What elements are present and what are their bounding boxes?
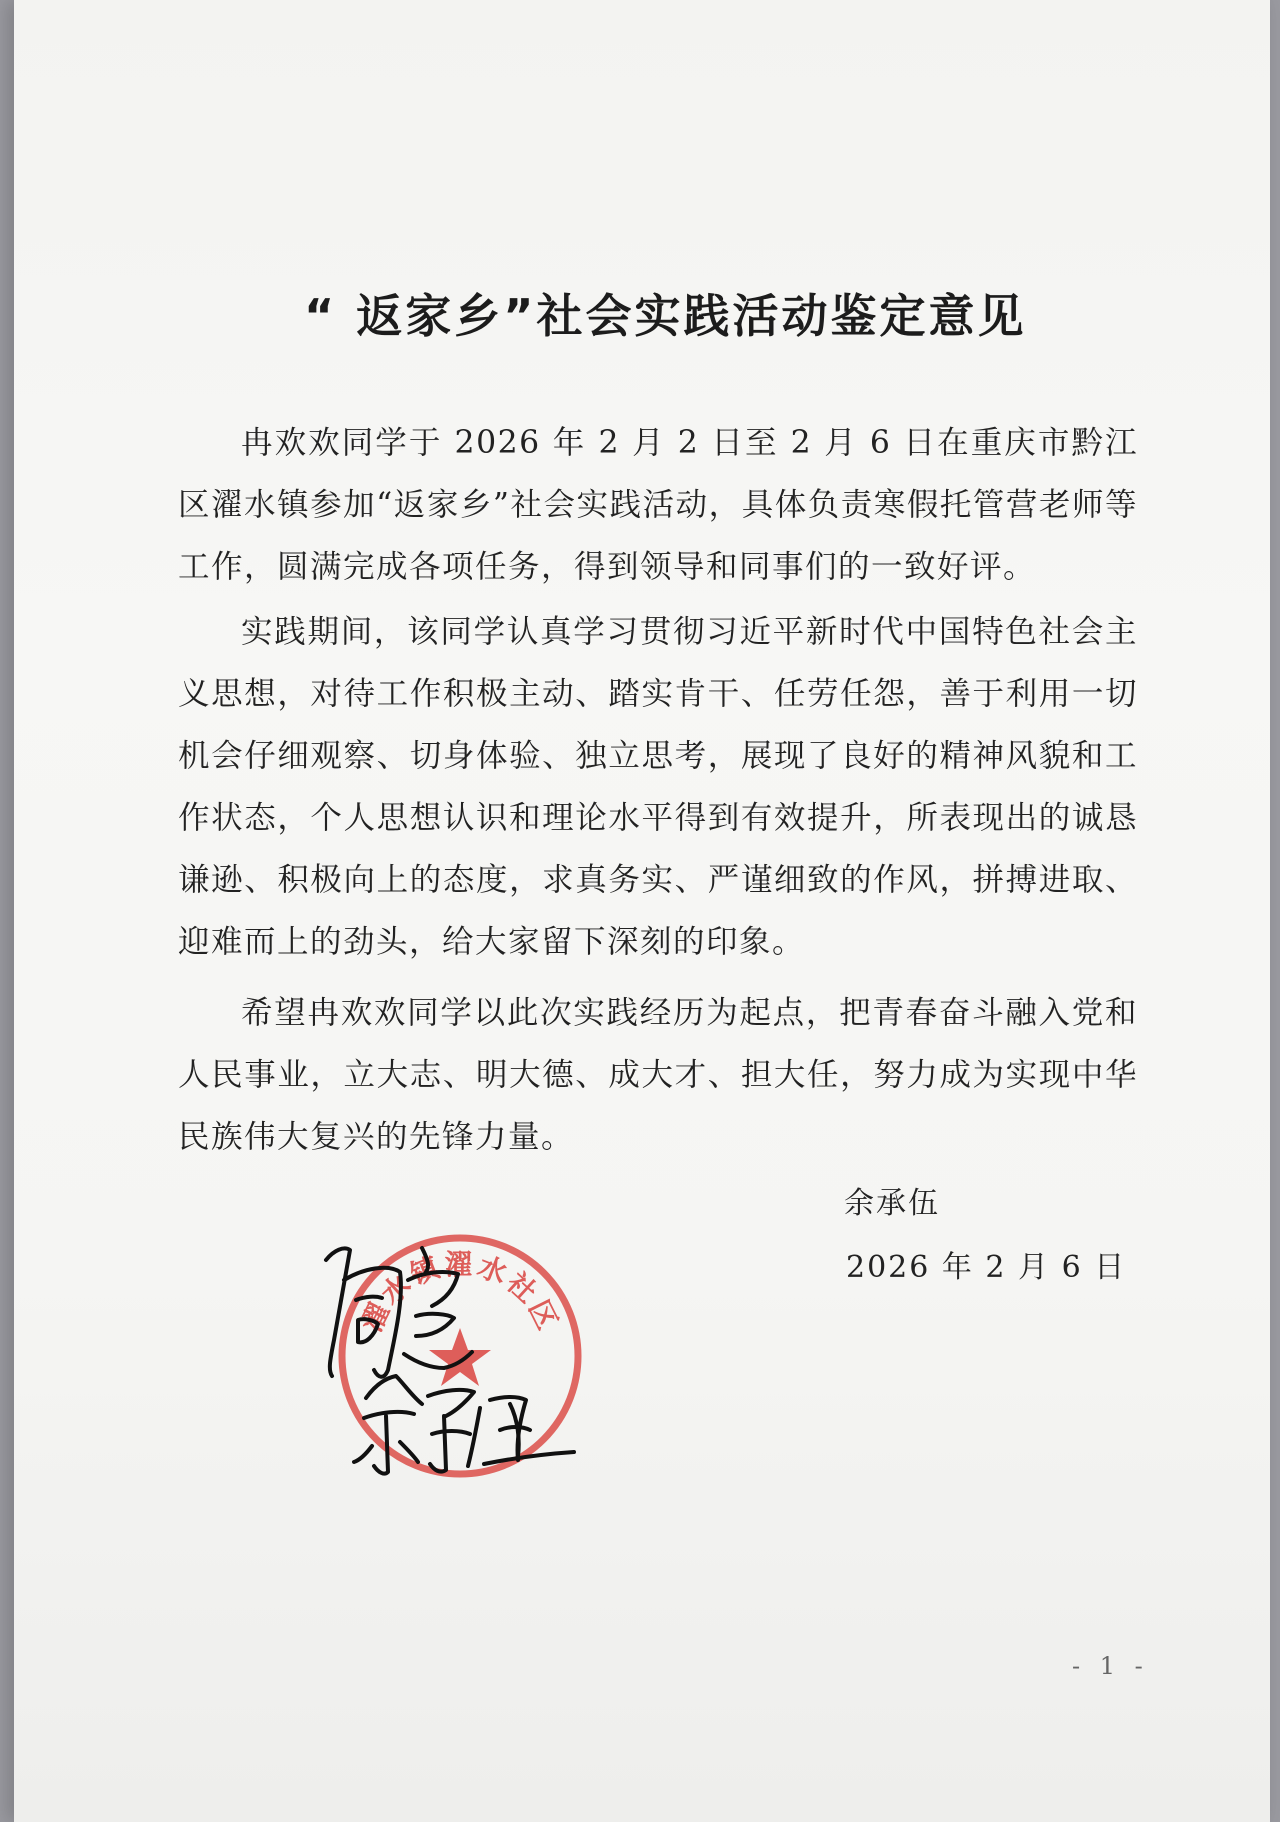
- signer-name: 余承伍: [844, 1186, 940, 1221]
- signature-date: 2026 年 2 月 6 日: [846, 1250, 1127, 1285]
- document-page: [14, 0, 1270, 1822]
- paragraph-1: 冉欢欢同学于 2026 年 2 月 2 日至 2 月 6 日在重庆市黔江区濯水镇参加“返家乡”社会实践活动，具体负责寒假托管营老师等工作，圆满完成各项任务，得到领导和同事们的一致好评。: [178, 425, 1138, 585]
- page-number: - 1 -: [1072, 1652, 1149, 1680]
- handwritten-signature: [304, 1220, 594, 1480]
- paragraph-3: 希望冉欢欢同学以此次实践经历为起点，把青春奋斗融入党和人民事业，立大志、明大德、成大才、担大任，努力成为实现中华民族伟大复兴的先锋力量。: [178, 995, 1138, 1155]
- document-title: “ 返家乡”社会实践活动鉴定意见: [304, 289, 1027, 343]
- svg-text:濯水镇濯水社区: 濯水镇濯水社区: [354, 1247, 566, 1338]
- paragraph-2: 实践期间，该同学认真学习贯彻习近平新时代中国特色社会主义思想，对待工作积极主动、踏实肯干、任劳任怨，善于利用一切机会仔细观察、切身体验、独立思考，展现了良好的精神风貌和工作状态，个人思想认识和理论水平得到有效提升，所表现出的诚恳谦逊、积极向上的态度，求真务实、严谨细致的作风，拼搏进取、迎难而上的劲头，给大家留下深刻的印象。: [178, 614, 1138, 960]
